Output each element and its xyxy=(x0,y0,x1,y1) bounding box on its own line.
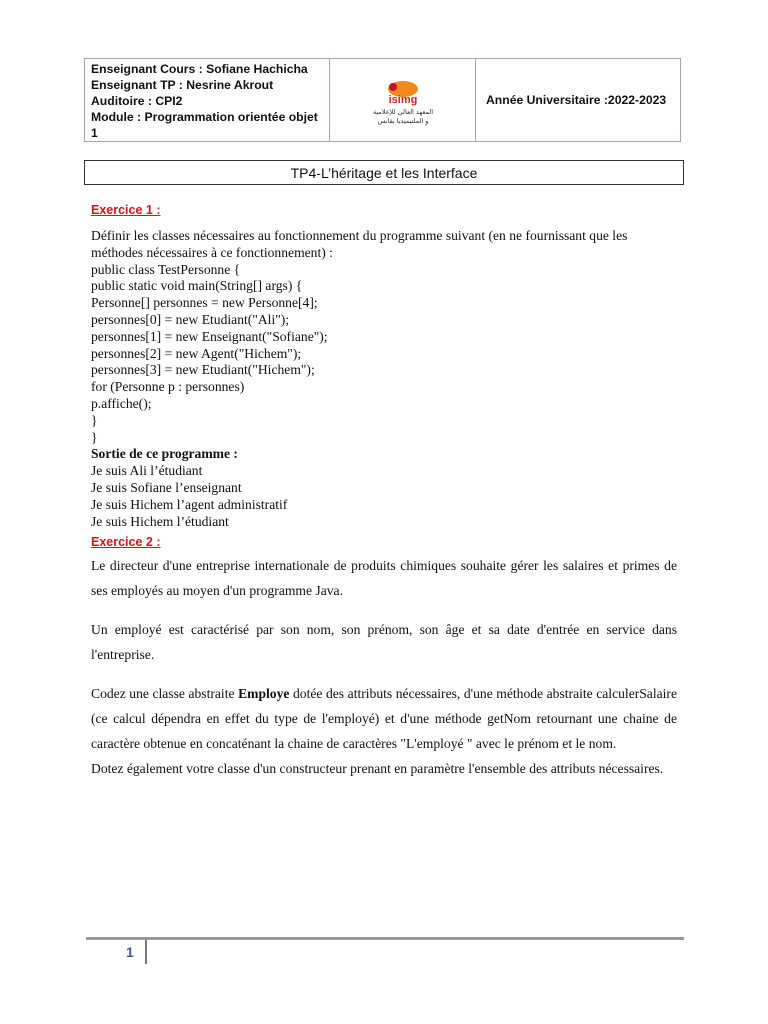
document-body xyxy=(91,202,677,781)
exercise2-paragraph-3 xyxy=(91,681,677,756)
code-line: } xyxy=(91,412,98,428)
academic-year: Année Universitaire :2022-2023 xyxy=(486,93,667,107)
exercise1-intro: Définir les classes nécessaires au fonctionnement du programme suivant (en ne fournissant que les méthodes nécessaires à ce fonctionnement) : xyxy=(91,228,628,260)
institution-logo xyxy=(330,59,476,141)
exercise2-paragraph-4: Dotez également votre classe d'un constructeur prenant en paramètre l'ensemble des attributs nécessaires. xyxy=(91,761,664,777)
auditorium: Auditoire : CPI2 xyxy=(91,94,183,108)
code-line: personnes[3] = new Etudiant("Hichem"); xyxy=(91,362,315,378)
course-info xyxy=(85,59,330,141)
output-title: Sortie de ce programme : xyxy=(91,446,238,462)
code-line: p.affiche(); xyxy=(91,395,152,411)
exercise2-paragraph-1: Le directeur d'une entreprise internationale de produits chimiques souhaite gérer les salaires et primes de ses employés au moyen d'un programme Java. xyxy=(91,558,677,599)
exercise2-title: Exercice 2 : xyxy=(91,535,161,550)
logo-arabic-line-1: المعهد العالي للإعلامية xyxy=(372,108,433,116)
exercise2-paragraph-2: Un employé est caractérisé par son nom, son prénom, son âge et sa date d'entrée en service dans l'entreprise. xyxy=(91,622,677,663)
logo-text: isimg xyxy=(388,94,417,106)
exercise1-heading xyxy=(91,202,677,220)
code-line: public static void main(String[] args) { xyxy=(91,278,303,294)
code-line: Personne[] personnes = new Personne[4]; xyxy=(91,295,318,311)
output-line: Je suis Hichem l’étudiant xyxy=(91,513,229,529)
teacher-tp: Enseignant TP : Nesrine Akrout xyxy=(91,78,274,92)
exercise1-title: Exercice 1 : xyxy=(91,203,161,217)
footer-rule xyxy=(86,937,684,940)
code-line: public class TestPersonne { xyxy=(91,261,241,277)
output-line: Je suis Hichem l’agent administratif xyxy=(91,496,288,512)
page-number: 1 xyxy=(126,944,134,960)
exercise2-body xyxy=(91,553,677,781)
code-line: personnes[2] = new Agent("Hichem"); xyxy=(91,345,302,361)
code-line: for (Personne p : personnes) xyxy=(91,379,245,395)
exercise2-heading xyxy=(91,534,677,553)
module: Module : Programmation orientée objet 1 xyxy=(91,110,318,140)
output-line: Je suis Ali l’étudiant xyxy=(91,463,203,479)
code-line: personnes[1] = new Enseignant("Sofiane"); xyxy=(91,328,328,344)
isimg-logo-icon xyxy=(357,73,449,127)
logo-arabic-line-2: و الملتيميديا بقابس xyxy=(377,117,428,125)
p3-class-name: Employe xyxy=(238,686,290,702)
output-line: Je suis Sofiane l’enseignant xyxy=(91,479,242,495)
page-number-divider xyxy=(145,940,147,964)
code-line: personnes[0] = new Etudiant("Ali"); xyxy=(91,311,290,327)
document-title: TP4-L’héritage et les Interface xyxy=(84,160,684,185)
header-table xyxy=(84,58,681,142)
p3-text-b: dotée des attributs nécessaires, d'une méthode abstraite calculerSalaire (ce calcul dépendra en effet du type de l'employé) et d'une méthode getNom retournant une chaine de caractère obtenue en concaténant la chaine de caractères "L'employé " avec le prénom et le nom. xyxy=(91,686,677,752)
code-line: } xyxy=(91,429,98,445)
teacher-course: Enseignant Cours : Sofiane Hachicha xyxy=(91,62,308,76)
p3-text-a: Codez une classe abstraite xyxy=(91,686,239,702)
